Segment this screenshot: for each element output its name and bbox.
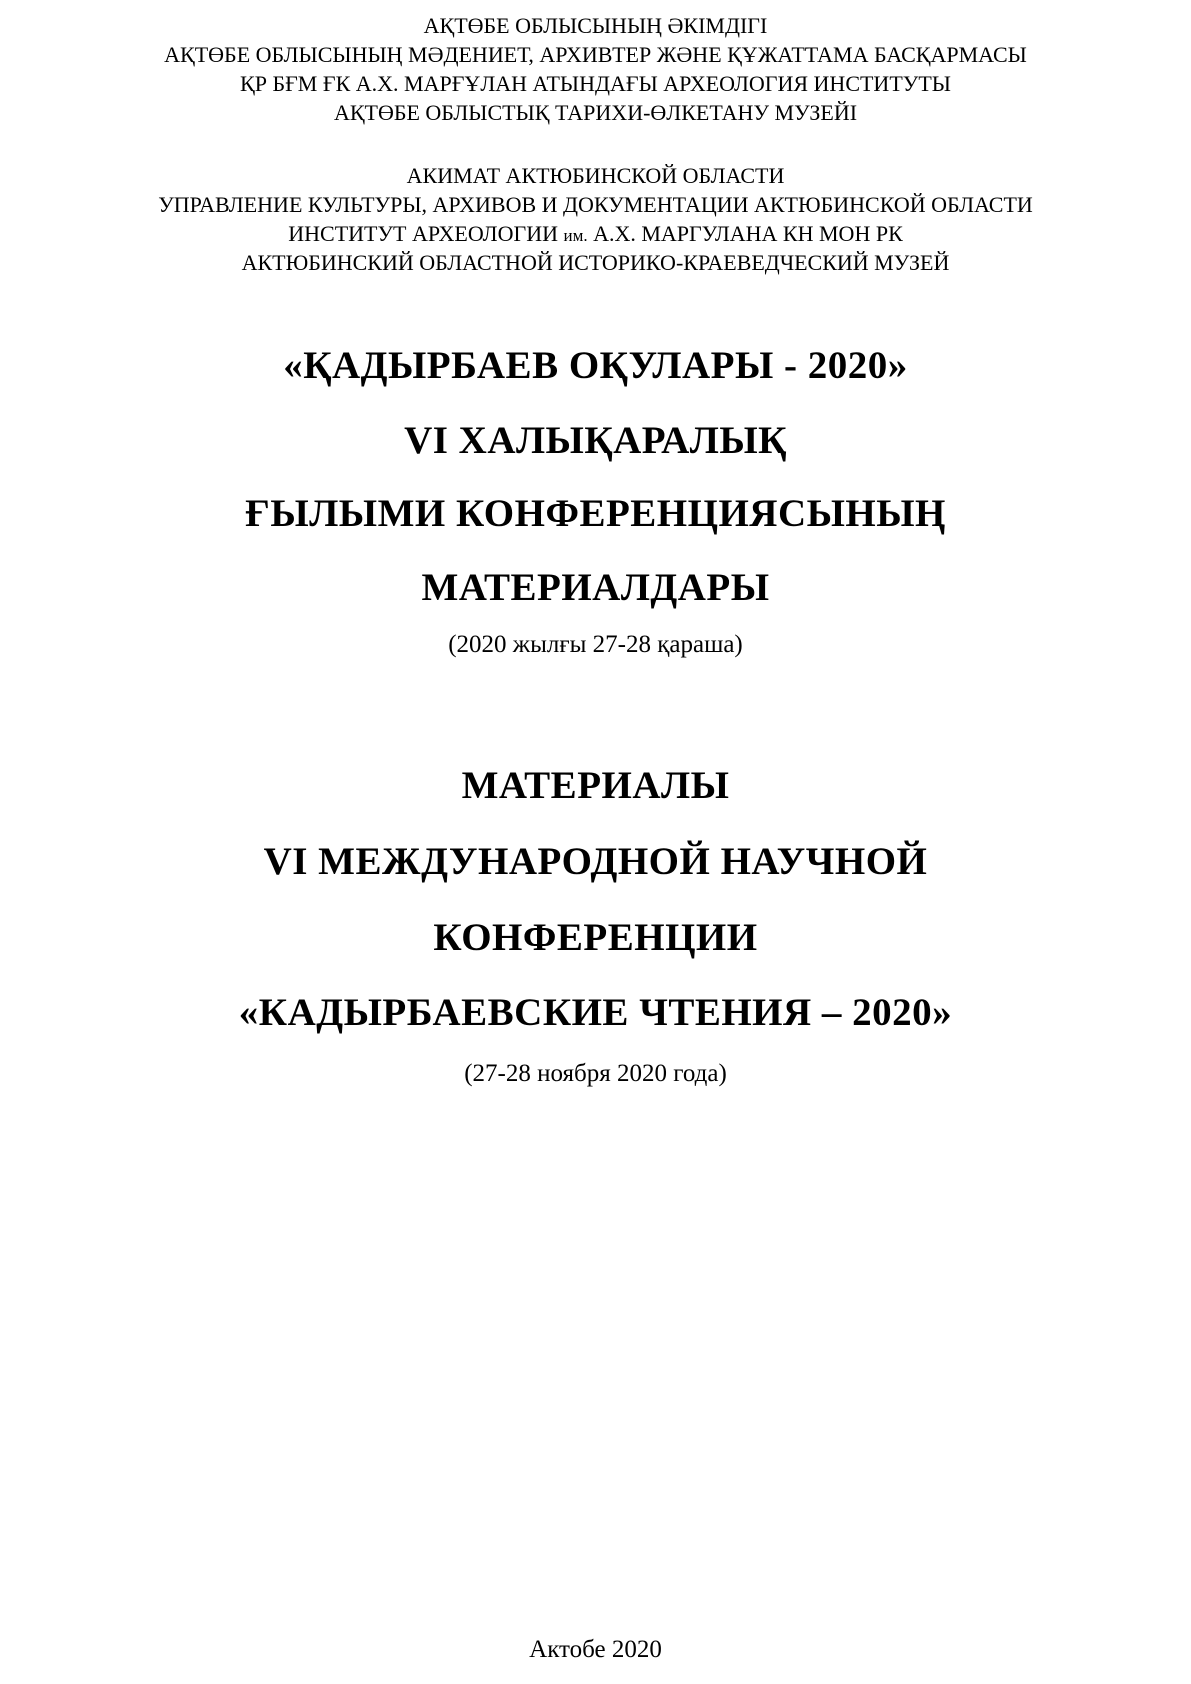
ru-title-line-4: «КАДЫРБАЕВСКИЕ ЧТЕНИЯ – 2020» — [238, 991, 953, 1034]
kz-org-line-2: АҚТӨБЕ ОБЛЫСЫНЫҢ МӘДЕНИЕТ, АРХИВТЕР ЖӘНЕ ҚҰЖАТТАМА БАСҚАРМАСЫ — [164, 42, 1027, 67]
ru-org-line-1: АКИМАТ АКТЮБИНСКОЙ ОБЛАСТИ — [406, 163, 785, 188]
ru-org-line-4: АКТЮБИНСКИЙ ОБЛАСТНОЙ ИСТОРИКО-КРАЕВЕДЧЕСКИЙ МУЗЕЙ — [241, 250, 950, 275]
place-and-year: Актобе 2020 — [529, 1636, 662, 1663]
kz-conference-date: (2020 жылғы 27-28 қараша) — [448, 631, 743, 658]
ru-org-line-3-part-b: им. — [563, 226, 588, 245]
kz-title-line-4: МАТЕРИАЛДАРЫ — [421, 566, 770, 609]
ru-title-line-1: МАТЕРИАЛЫ — [461, 764, 730, 807]
ru-org-line-3-part-c: А.Х. МАРГУЛАНА КН МОН РК — [587, 221, 903, 246]
ru-title-line-3: КОНФЕРЕНЦИИ — [433, 916, 758, 959]
kz-org-line-4: АҚТӨБЕ ОБЛЫСТЫҚ ТАРИХИ-ӨЛКЕТАНУ МУЗЕЙІ — [333, 100, 858, 125]
ru-conference-date: (27-28 ноября 2020 года) — [464, 1060, 727, 1087]
kz-org-line-3: ҚР БҒМ ҒК А.Х. МАРҒҰЛАН АТЫНДАҒЫ АРХЕОЛОГИЯ ИНСТИТУТЫ — [240, 71, 951, 96]
ru-org-line-3 — [0, 220, 1191, 250]
ru-title-line-2: VI МЕЖДУНАРОДНОЙ НАУЧНОЙ — [263, 840, 928, 883]
kz-title-line-1: «ҚАДЫРБАЕВ ОҚУЛАРЫ - 2020» — [283, 344, 908, 387]
ru-org-line-2: УПРАВЛЕНИЕ КУЛЬТУРЫ, АРХИВОВ И ДОКУМЕНТАЦИИ АКТЮБИНСКОЙ ОБЛАСТИ — [158, 192, 1033, 217]
ru-org-line-3-part-a: ИНСТИТУТ АРХЕОЛОГИИ — [288, 221, 564, 246]
kz-org-line-1: АҚТӨБЕ ОБЛЫСЫНЫҢ ӘКІМДІГІ — [423, 13, 768, 38]
kz-title-line-2: VI ХАЛЫҚАРАЛЫҚ — [404, 419, 787, 462]
kz-title-line-3: ҒЫЛЫМИ КОНФЕРЕНЦИЯСЫНЫҢ — [245, 492, 946, 535]
